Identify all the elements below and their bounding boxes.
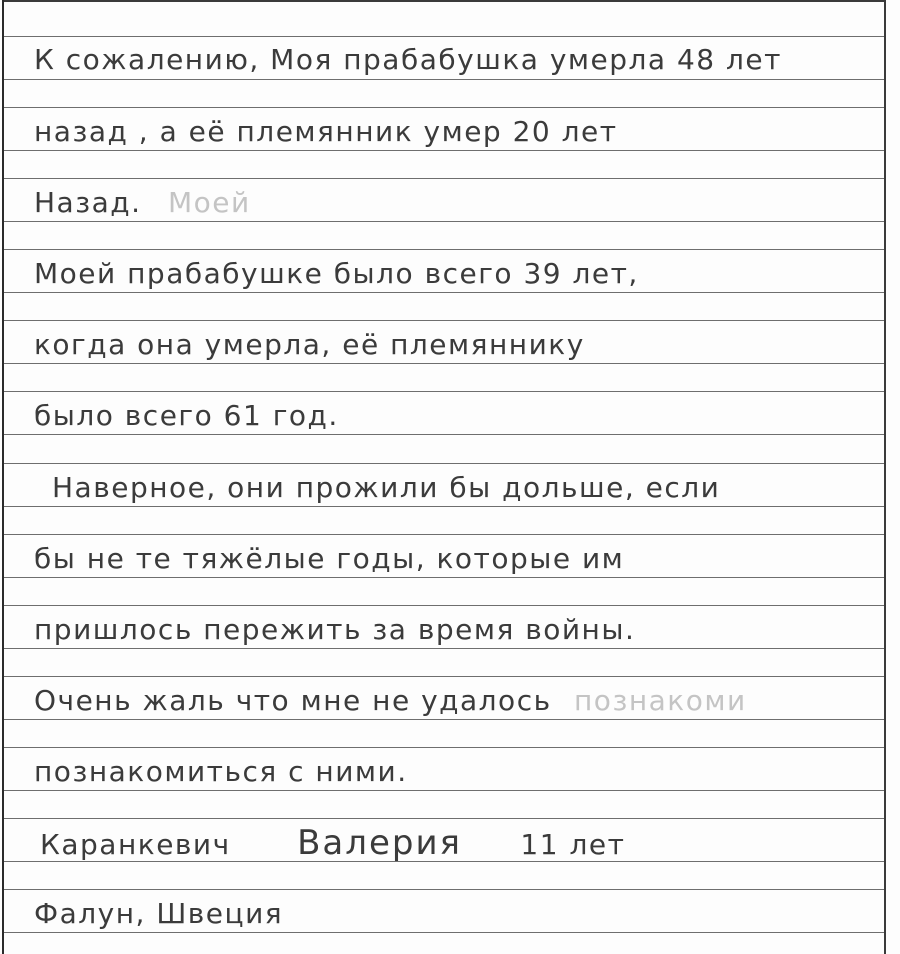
signature-line: [40, 823, 900, 863]
letter-line-1-text: К сожалению, Моя прабабушка умерла 48 лет: [34, 43, 782, 76]
ruled-line: [4, 178, 884, 179]
page-border-top: [2, 0, 886, 2]
letter-line-8: [34, 539, 900, 579]
ruled-line: [4, 107, 884, 108]
letter-line-7: [52, 468, 900, 508]
letter-line-11: [34, 752, 900, 792]
letter-line-1: [34, 40, 900, 80]
letter-line-7-text: Наверное, они прожили бы дольше, если: [52, 471, 721, 504]
letter-line-5-text: когда она умерла, её племяннику: [34, 328, 585, 361]
ruled-line: [4, 818, 884, 819]
ruled-line: [4, 747, 884, 748]
letter-line-3: [34, 183, 900, 223]
ruled-line: [4, 36, 884, 37]
ruled-line: [4, 320, 884, 321]
page-border-left: [2, 0, 4, 954]
letter-line-10-text: Очень жаль что мне не удалось: [34, 684, 552, 717]
letter-line-10-faint-text: познакоми: [574, 684, 747, 717]
ruled-line: [4, 676, 884, 677]
letter-line-2-text: назад , а её племянник умер 20 лет: [34, 115, 618, 148]
letter-line-6-text: было всего 61 год.: [34, 399, 339, 432]
ruled-line: [4, 605, 884, 606]
place-text: Фалун, Швеция: [34, 897, 284, 930]
letter-line-10: [34, 681, 900, 721]
letter-line-8-text: бы не те тяжёлые годы, которые им: [34, 542, 625, 575]
signature-surname: Каранкевич: [40, 828, 231, 861]
signature-age: 11 лет: [520, 828, 626, 861]
place-line: [34, 894, 900, 934]
ruled-line: [4, 391, 884, 392]
letter-line-3-faint-text: Моей: [167, 186, 251, 219]
letter-line-3-text: Назад.: [34, 186, 142, 219]
letter-line-4: [34, 254, 900, 294]
letter-line-6: [34, 396, 900, 436]
letter-line-4-text: Моей прабабушке было всего 39 лет,: [34, 257, 639, 290]
letter-line-11-text: познакомиться с ними.: [34, 755, 408, 788]
letter-line-2: [34, 112, 900, 152]
letter-line-9: [34, 610, 900, 650]
signature-first-name: Валерия: [297, 823, 463, 863]
letter-line-9-text: пришлось пережить за время войны.: [34, 613, 636, 646]
ruled-line: [4, 249, 884, 250]
letter-line-5: [34, 325, 900, 365]
ruled-line: [4, 463, 884, 464]
ruled-line: [4, 889, 884, 890]
ruled-line: [4, 534, 884, 535]
